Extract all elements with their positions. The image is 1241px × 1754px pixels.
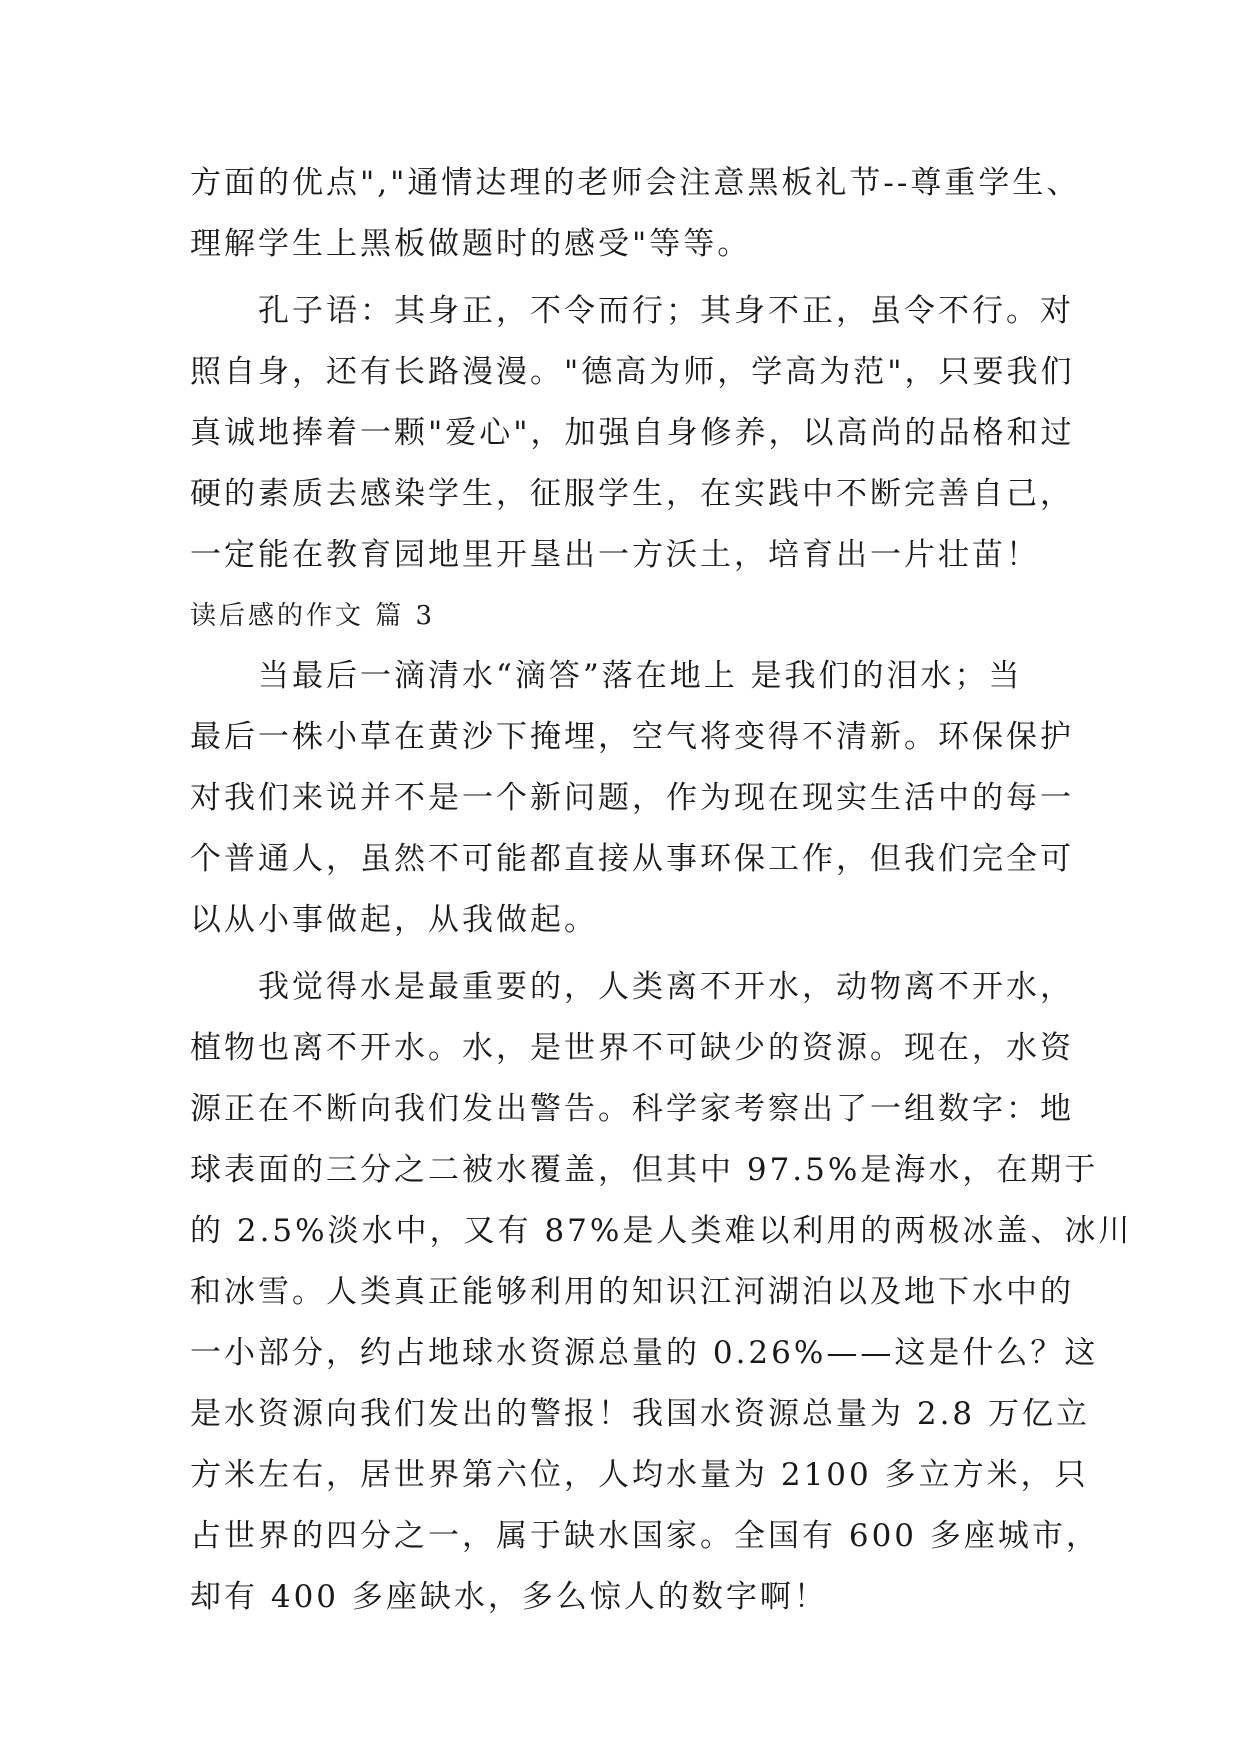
text-line: 最后一株小草在黄沙下掩埋，空气将变得不清新。环保保护 [190,719,1074,755]
text-line: 一小部分，约占地球水资源总量的 0.26%——这是什么？这 [190,1335,1099,1371]
text-line: 孔子语：其身正，不令而行；其身不正，虽令不行。对 [258,293,1074,329]
text-line: 占世界的四分之一，属于缺水国家。全国有 600 多座城市， [190,1518,1100,1554]
paragraph-confucius [190,281,1075,586]
text-line: 球表面的三分之二被水覆盖，但其中 97.5%是海水，在期于 [190,1152,1099,1188]
paragraph-water-intro [190,646,1074,951]
text-line: 个普通人，虽然不可能都直接从事环保工作，但我们完全可 [190,841,1074,877]
text-line: 植物也离不开水。水，是世界不可缺少的资源。现在，水资 [190,1030,1074,1066]
text-line: 真诚地捧着一颗"爱心"，加强自身修养，以高尚的品格和过 [190,415,1075,451]
document-body [190,153,1133,1628]
paragraph-water-facts [190,957,1133,1628]
text-line: 一定能在教育园地里开垦出一方沃土，培育出一片壮苗！ [190,537,1040,573]
text-line: 源正在不断向我们发出警告。科学家考察出了一组数字：地 [190,1091,1074,1127]
text-line: 硬的素质去感染学生，征服学生，在实践中不断完善自己， [190,476,1074,512]
text-line: 和冰雪。人类真正能够利用的知识江河湖泊以及地下水中的 [190,1274,1074,1310]
text-line: 以从小事做起，从我做起。 [190,902,598,938]
paragraph-continued [190,153,1081,275]
section-heading: 读后感的作文 篇 3 [190,601,436,631]
text-line: 的 2.5%淡水中，又有 87%是人类难以利用的两极冰盖、冰川 [190,1213,1133,1249]
text-line: 对我们来说并不是一个新问题，作为现在现实生活中的每一 [190,780,1074,816]
text-line: 我觉得水是最重要的，人类离不开水，动物离不开水， [258,969,1074,1005]
text-line: 是水资源向我们发出的警报！我国水资源总量为 2.8 万亿立 [190,1396,1091,1432]
text-line: 方米左右，居世界第六位，人均水量为 2100 多立方米，只 [190,1457,1089,1493]
text-line: 方面的优点","通情达理的老师会注意黑板礼节--尊重学生、 [190,165,1081,201]
text-line: 当最后一滴清水“滴答”落在地上 是我们的泪水；当 [258,658,1023,694]
text-line: 却有 400 多座缺水，多么惊人的数字啊！ [190,1579,828,1615]
text-line: 理解学生上黑板做题时的感受"等等。 [190,226,752,262]
text-line: 照自身，还有长路漫漫。"德高为师，学高为范"，只要我们 [190,354,1075,390]
